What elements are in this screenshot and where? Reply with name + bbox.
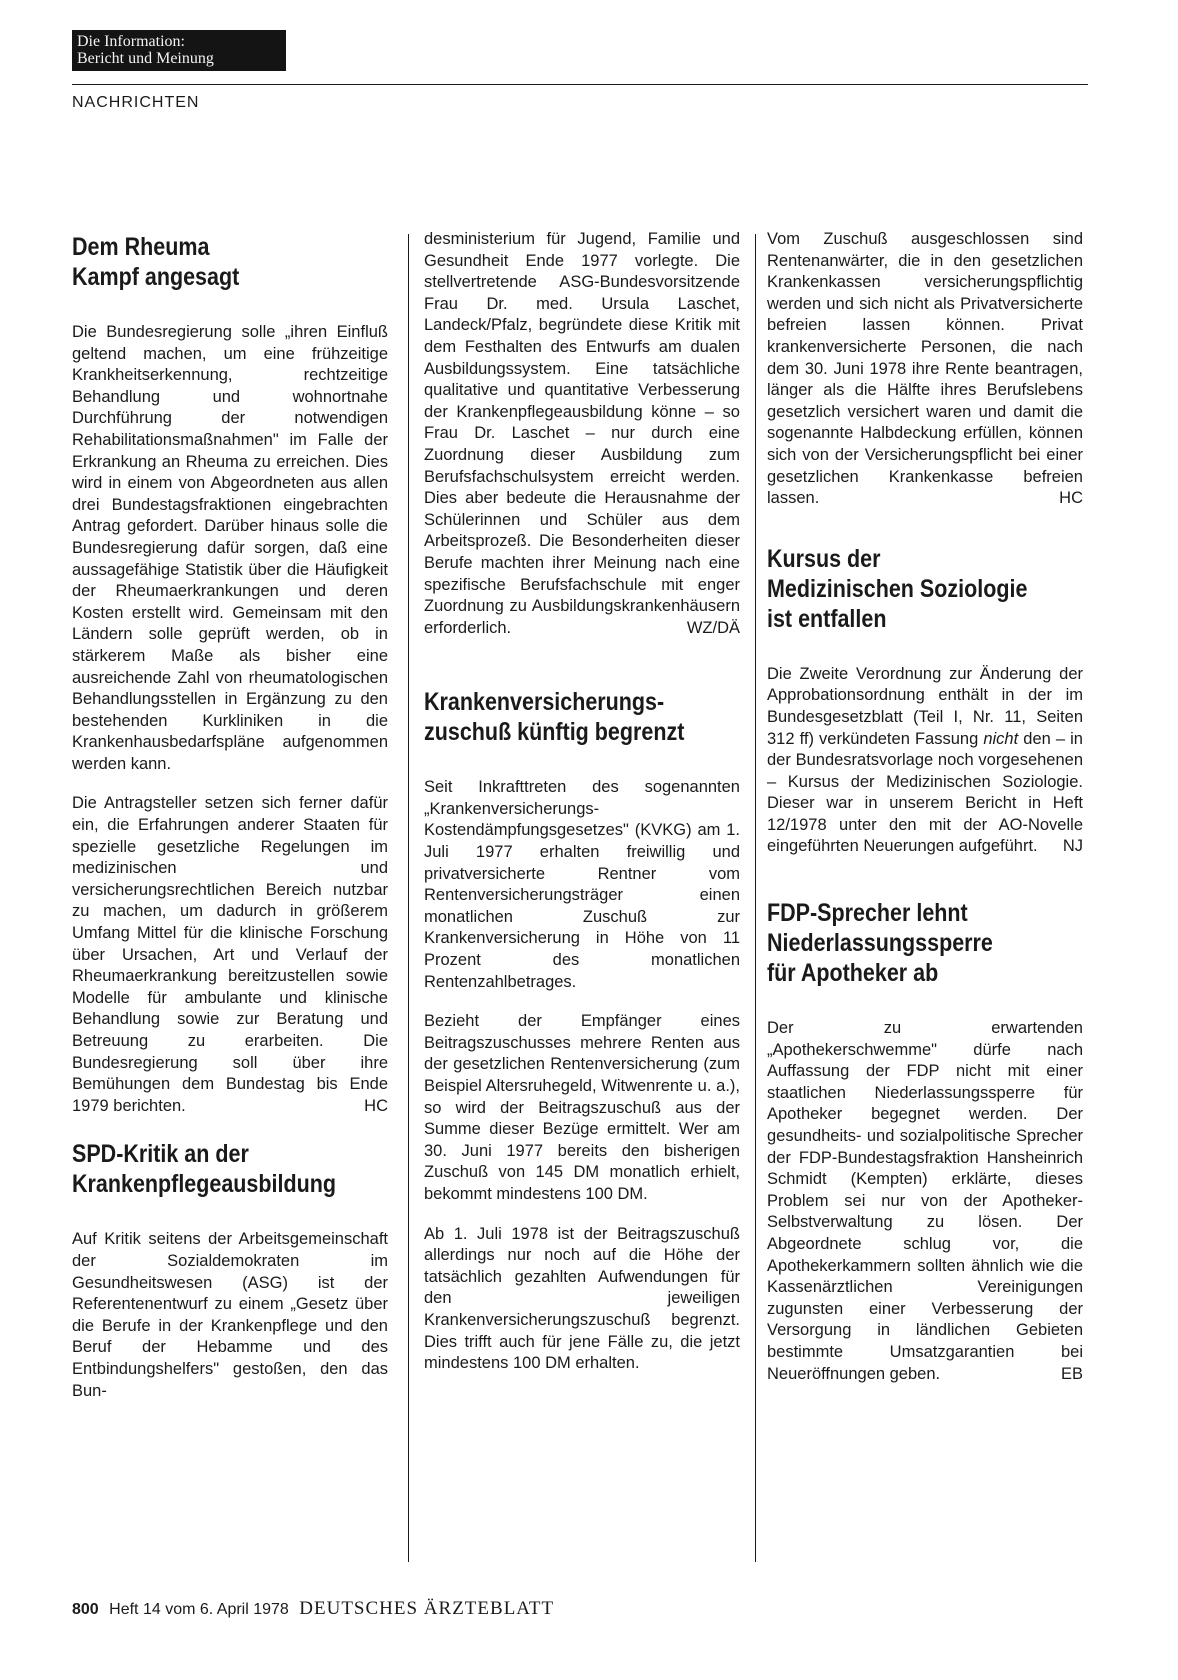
- article-paragraph: Vom Zuschuß ausgeschlossen sind Rentenanwärter, die in den gesetzlichen Krankenkassen versicherungspflichtig werden und sich nicht als Privatversicherte befreien lassen können. Privat krankenversicherte Personen, die nach dem 30. Juni 1978 ihre Rente beantragen, länger als die Hälfte ihres Berufslebens gesetzlich versichert waren und damit die sogenannte Halbdeckung erfüllen, können sich von der Versicherungspflicht bei einer gesetzlichen Krankenkasse befreien lassen. HC: [767, 229, 1083, 510]
- column-1: [72, 232, 388, 1420]
- article-title-rheuma: Dem Rheuma Kampf angesagt: [72, 233, 240, 291]
- column-divider-2: [755, 234, 756, 1562]
- journal-name: DEUTSCHES ÄRZTEBLATT: [299, 1598, 555, 1619]
- emphasis-text: nicht: [983, 729, 1019, 748]
- column-divider-1: [408, 234, 409, 1562]
- article-paragraph: Der zu erwartenden „Apothekerschwemme" dürfe nach Auffassung der FDP nicht mit einer staatlichen Niederlassungssperre für Apotheker begegnet werden. Der gesundheits- und sozialpolitische Sprecher der FDP-Bundestagsfraktion Hansheinrich Schmidt (Kempten) erklärte, dieses Problem sei nur von der Apotheker-Selbstverwaltung zu lösen. Der Abgeordnete schlug vor, die Apothekerkammern sollten ähnlich wie die Kassenärztlichen Vereinigungen zugunsten einer Verbesserung der Versorgung in ländlichen Gebieten bestimmte Umsatzgarantien bei Neueröffnungen geben. EB: [767, 1018, 1083, 1385]
- article-paragraph: Bezieht der Empfänger eines Beitragszuschusses mehrere Renten aus der gesetzlichen Rentenversicherung (zum Beispiel Altersruhegeld, Witwenrente u. a.), so wird der Beitragszuschuß aus der Summe dieser Bezüge ermittelt. Wer am 30. Juni 1977 bereits den bisherigen Zuschuß von 145 DM monatlich erhielt, bekommt mindestens 100 DM.: [424, 1012, 740, 1203]
- author-signature: HC: [364, 1096, 388, 1115]
- article-paragraph: desministerium für Jugend, Familie und Gesundheit Ende 1977 vorlegte. Die stellvertretende ASG-Bundesvorsitzende Frau Dr. med. Ursula Laschet, Landeck/Pfalz, begründete diese Kritik mit dem Festhalten des Entwurfs am dualen Ausbildungssystem. Eine tatsächliche qualitative und quantitative Verbesserung der Krankenpflegeausbildung könne – so Frau Dr. Laschet – nur durch eine Zuordnung dieser Ausbildung zum Berufsfachschulsystem erreicht werden. Dies aber bedeute die Herausnahme der Schülerinnen und Schüler aus dem Arbeitsprozeß. Die Besonderheiten dieser Berufe machten ihrer Meinung nach eine spezifische Berufsfachschule mit enger Zuordnung zu Ausbildungskrankenhäusern erforderlich. WZ/DÄ: [424, 229, 740, 639]
- author-signature: NJ: [1062, 837, 1083, 856]
- article-title-fdp: FDP-Sprecher lehnt Niederlassungssperre für Apotheker ab: [767, 899, 993, 988]
- author-signature: HC: [1059, 489, 1083, 508]
- top-rule: [72, 84, 1088, 85]
- section-label: NACHRICHTEN: [72, 94, 200, 111]
- header-line-1: Die Information:: [77, 33, 185, 50]
- article-title-kvkg: Krankenversicherungs- zuschuß künftig begrenzt: [424, 688, 685, 747]
- author-signature: EB: [1060, 1364, 1083, 1383]
- page-number: 800: [72, 1601, 99, 1618]
- article-paragraph: Die Antragsteller setzen sich ferner dafür ein, die Erfahrungen anderer Staaten für spezielle gesetzliche Regelungen im medizinischen und versicherungsrechtlichen Bereich nutzbar zu machen, um dadurch in größerem Umfang Mittel für die klinische Forschung über Ursachen, Art und Verlauf der Rheumaerkrankung bereitzustellen sowie Modelle für ambulante und klinische Behandlung sowie zur Beratung und Betreuung zu erarbeiten. Die Bundesregierung soll über ihre Bemühungen dem Bundestag bis Ende 1979 berichten. HC: [72, 793, 388, 1117]
- column-3: [767, 229, 1083, 1403]
- article-paragraph: Ab 1. Juli 1978 ist der Beitragszuschuß allerdings nur noch auf die Höhe der tatsächlich gezahlten Aufwendungen für den jeweiligen Krankenversicherungszuschuß begrenzt. Dies trifft auch für jene Fälle zu, die jetzt mindestens 100 DM erhalten.: [424, 1224, 740, 1373]
- article-title-spd: SPD-Kritik an der Krankenpflegeausbildung: [72, 1140, 337, 1199]
- page-footer: [72, 1598, 554, 1620]
- column-2: [424, 229, 740, 1393]
- author-signature: WZ/DÄ: [686, 618, 740, 637]
- article-paragraph: Die Bundesregierung solle „ihren Einfluß geltend machen, um eine frühzeitige Krankheitserkennung, rechtzeitige Behandlung und wohnortnahe Durchführung der notwendigen Rehabilitationsmaßnahmen" im Falle der Erkrankung an Rheuma zu erreichen. Dies wird in einem von Abgeordneten aus allen drei Bundestagsfraktionen eingebrachten Antrag gefordert. Darüber hinaus solle die Bundesregierung dafür sorgen, daß eine aussagefähige Statistik über die Häufigkeit der Rheumaerkrankungen und deren Kosten erstellt wird. Gemeinsam mit den Ländern solle geprüft werden, ob in stärkerem Maße als bisher eine ausreichende Zahl von rheumatologischen Behandlungsstellen in Ergänzung zu den bestehenden Kurkliniken in die Krankenhausbedarfspläne aufgenommen werden kann.: [72, 323, 388, 773]
- issue-info: Heft 14 vom 6. April 1978: [109, 1601, 289, 1618]
- article-paragraph: Seit Inkrafttreten des sogenannten „Krankenversicherungs-Kostendämpfungsgesetzes" (KVKG) am 1. Juli 1977 erhalten freiwillig und privatversicherte Rentner vom Rentenversicherungsträger einen monatlichen Zuschuß zur Krankenversicherung in Höhe von 11 Prozent des monatlichen Rentenzahlbetrages.: [424, 778, 740, 991]
- article-paragraph: Die Zweite Verordnung zur Änderung der Approbationsordnung enthält in der im Bundesgesetzblatt (Teil I, Nr. 11, Seiten 312 ff) verkündeten Fassung nicht den – in der Bundesratsvorlage noch vorgesehenen – Kursus der Medizinischen Soziologie. Dieser war in unserem Bericht in Heft 12/1978 unter den mit der AO-Novelle eingeführten Neuerungen aufgeführt. NJ: [767, 664, 1083, 858]
- header-line-2: Bericht und Meinung: [77, 50, 214, 67]
- section-header-box: [72, 30, 286, 71]
- article-paragraph: Auf Kritik seitens der Arbeitsgemeinschaft der Sozialdemokraten im Gesundheitswesen (ASG) ist der Referentenentwurf zu einem „Gesetz über die Berufe in der Krankenpflege und den Beruf der Hebamme und des Entbindungshelfers" gestoßen, den das Bun-: [72, 1230, 388, 1400]
- article-title-soziologie: Kursus der Medizinischen Soziologie ist entfallen: [767, 544, 1028, 633]
